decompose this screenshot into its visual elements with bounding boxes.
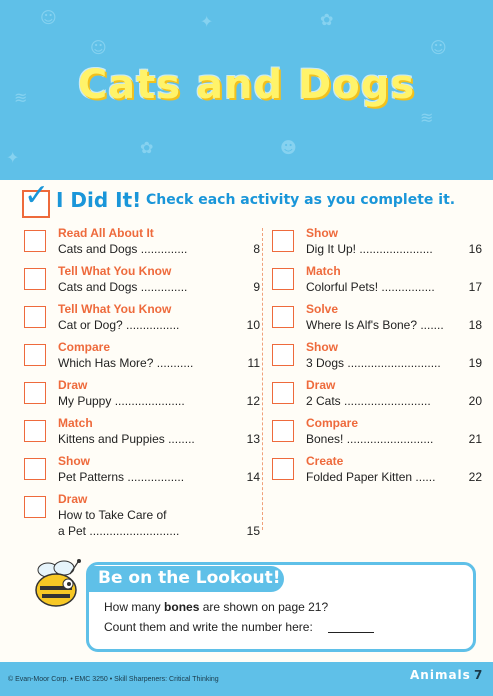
checklist-item bbox=[24, 490, 260, 546]
activity-page: 19 bbox=[468, 356, 482, 370]
bee-icon bbox=[28, 556, 92, 612]
activity-category: Draw bbox=[58, 492, 88, 506]
activity-title-line2: a Pet ........................... bbox=[58, 524, 180, 538]
checklist-item bbox=[24, 376, 260, 414]
footer-credit: © Evan-Moor Corp. • EMC 3250 • Skill Sharpeners: Critical Thinking bbox=[8, 676, 219, 683]
activity-page: 17 bbox=[468, 280, 482, 294]
activity-category: Match bbox=[58, 416, 93, 430]
checklist-left-column bbox=[24, 224, 260, 546]
question-text: How many bbox=[104, 600, 165, 614]
activity-category: Draw bbox=[58, 378, 88, 392]
activity-page: 13 bbox=[246, 432, 260, 446]
checklist-item bbox=[272, 224, 482, 262]
lookout-question bbox=[104, 600, 328, 614]
activity-title: Kittens and Puppies ........ bbox=[58, 432, 195, 446]
activity-page: 15 bbox=[246, 524, 260, 538]
checklist-item bbox=[272, 414, 482, 452]
activity-checkbox[interactable] bbox=[24, 382, 46, 404]
checklist-item bbox=[24, 338, 260, 376]
checklist-heading: I Did It! bbox=[56, 188, 142, 212]
column-divider bbox=[262, 228, 263, 530]
activity-checkbox[interactable] bbox=[272, 306, 294, 328]
checklist-item bbox=[24, 452, 260, 490]
question-keyword: bones bbox=[164, 600, 200, 614]
page-title: Cats and Dogs bbox=[77, 62, 416, 108]
activity-page: 10 bbox=[246, 318, 260, 332]
cat-face-icon: ☺ bbox=[40, 8, 57, 27]
checklist-right-column bbox=[272, 224, 482, 490]
checklist-item bbox=[24, 224, 260, 262]
activity-checkbox[interactable] bbox=[272, 344, 294, 366]
activity-checkbox[interactable] bbox=[24, 420, 46, 442]
activity-checkbox[interactable] bbox=[24, 268, 46, 290]
checklist-header bbox=[22, 178, 482, 218]
checklist-item bbox=[272, 300, 482, 338]
activity-category: Show bbox=[306, 340, 338, 354]
answer-blank[interactable] bbox=[328, 632, 374, 633]
activity-checkbox[interactable] bbox=[272, 458, 294, 480]
activity-category: Create bbox=[306, 454, 344, 468]
paw-print-icon: ✿ bbox=[140, 138, 154, 157]
activity-title: Dig It Up! ...................... bbox=[306, 242, 433, 256]
checklist-item bbox=[24, 300, 260, 338]
activity-category: Solve bbox=[306, 302, 339, 316]
cat-face-icon: ☺ bbox=[430, 38, 447, 57]
activity-page: 14 bbox=[246, 470, 260, 484]
activity-title: Cats and Dogs .............. bbox=[58, 242, 188, 256]
activity-category: Tell What You Know bbox=[58, 264, 172, 278]
header-banner bbox=[0, 0, 493, 180]
activity-page: 22 bbox=[468, 470, 482, 484]
lookout-title: Be on the Lookout! bbox=[98, 568, 281, 588]
checklist-item bbox=[24, 262, 260, 300]
activity-checkbox[interactable] bbox=[24, 344, 46, 366]
activity-checkbox[interactable] bbox=[24, 496, 46, 518]
activity-category: Draw bbox=[306, 378, 336, 392]
activity-title: 2 Cats .......................... bbox=[306, 394, 431, 408]
activity-category: Match bbox=[306, 264, 341, 278]
dog-face-icon: ☻ bbox=[280, 138, 297, 157]
activity-category: Compare bbox=[58, 340, 111, 354]
activity-title: Colorful Pets! ................ bbox=[306, 280, 435, 294]
activity-category: Read All About It bbox=[58, 226, 154, 240]
activity-page: 12 bbox=[246, 394, 260, 408]
activity-category: Compare bbox=[306, 416, 359, 430]
activity-title: Folded Paper Kitten ...... bbox=[306, 470, 436, 484]
checklist-item bbox=[272, 452, 482, 490]
activity-title: Cat or Dog? ................ bbox=[58, 318, 180, 332]
activity-page: 18 bbox=[468, 318, 482, 332]
activity-checkbox[interactable] bbox=[272, 230, 294, 252]
activity-page: 8 bbox=[253, 242, 260, 256]
activity-title: Cats and Dogs .............. bbox=[58, 280, 188, 294]
activity-checkbox[interactable] bbox=[272, 420, 294, 442]
activity-title: My Puppy ..................... bbox=[58, 394, 185, 408]
checklist-item bbox=[24, 414, 260, 452]
activity-page: 16 bbox=[468, 242, 482, 256]
checklist-instruction: Check each activity as you complete it. bbox=[146, 192, 456, 208]
cat-face-icon: ☺ bbox=[90, 38, 107, 57]
activity-checkbox[interactable] bbox=[24, 458, 46, 480]
activity-page: 9 bbox=[253, 280, 260, 294]
lookout-instruction: Count them and write the number here: bbox=[104, 620, 313, 634]
fish-bone-icon: ≋ bbox=[14, 88, 28, 107]
activity-title: 3 Dogs ............................ bbox=[306, 356, 441, 370]
activity-category: Tell What You Know bbox=[58, 302, 172, 316]
activity-title: How to Take Care of bbox=[58, 508, 167, 522]
fish-bone-icon: ≋ bbox=[420, 108, 434, 127]
checklist-item bbox=[272, 338, 482, 376]
activity-title: Pet Patterns ................. bbox=[58, 470, 185, 484]
dog-bone-icon: ✦ bbox=[6, 148, 20, 167]
checklist-item bbox=[272, 376, 482, 414]
checklist-item bbox=[272, 262, 482, 300]
footer-section: Animals bbox=[410, 668, 471, 682]
activity-title: Which Has More? ........... bbox=[58, 356, 194, 370]
activity-page: 11 bbox=[247, 356, 260, 370]
activity-category: Show bbox=[58, 454, 90, 468]
paw-print-icon: ✿ bbox=[320, 10, 334, 29]
question-text-end: are shown on page 21? bbox=[199, 600, 329, 614]
activity-checkbox[interactable] bbox=[272, 382, 294, 404]
activity-checkbox[interactable] bbox=[24, 230, 46, 252]
dog-bone-icon: ✦ bbox=[200, 12, 214, 31]
activity-category: Show bbox=[306, 226, 338, 240]
checkmark-icon: ✓ bbox=[24, 178, 50, 213]
activity-checkbox[interactable] bbox=[272, 268, 294, 290]
page-number: 7 bbox=[474, 668, 483, 682]
activity-checkbox[interactable] bbox=[24, 306, 46, 328]
activity-title: Bones! .......................... bbox=[306, 432, 434, 446]
activity-title: Where Is Alf's Bone? ....... bbox=[306, 318, 444, 332]
activity-page: 20 bbox=[468, 394, 482, 408]
activity-page: 21 bbox=[468, 432, 482, 446]
